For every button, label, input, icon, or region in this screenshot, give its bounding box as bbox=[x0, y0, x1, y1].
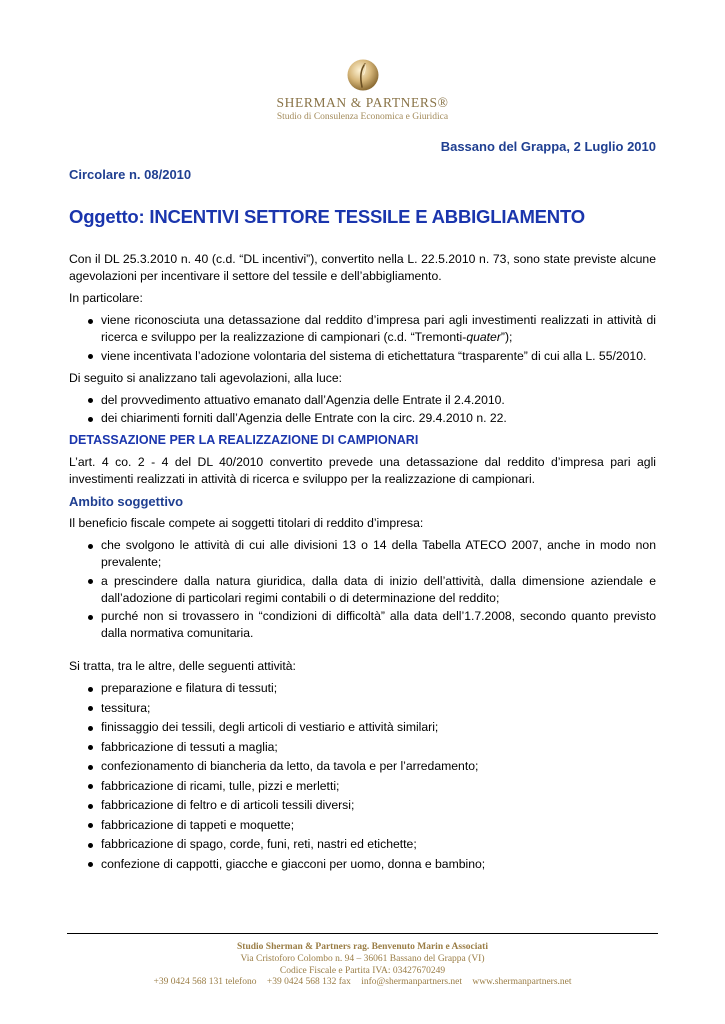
list-item: fabbricazione di tappeti e moquette; bbox=[69, 817, 656, 834]
list-item-emphasis: quater bbox=[466, 330, 501, 344]
sherman-partners-logo-icon bbox=[346, 58, 380, 92]
footer-email[interactable]: info@shermanpartners.net bbox=[361, 977, 463, 988]
list-item: confezionamento di biancheria da letto, da tavola e per l’arredamento; bbox=[69, 758, 656, 775]
sources-list bbox=[69, 392, 656, 428]
brand-tagline: Studio di Consulenza Economica e Giuridica bbox=[276, 112, 449, 122]
footer-firm: Studio Sherman & Partners rag. Benvenuto Marin e Associati bbox=[237, 942, 488, 952]
footer-address: Via Cristoforo Colombo n. 94 – 36061 Bassano del Grappa (VI) bbox=[240, 953, 485, 964]
section-heading: DETASSAZIONE PER LA REALIZZAZIONE DI CAMPIONARI bbox=[69, 433, 419, 447]
list-item: fabbricazione di tessuti a maglia; bbox=[69, 739, 656, 756]
list-item bbox=[69, 312, 656, 346]
list-item-text: ”); bbox=[500, 330, 513, 344]
list-item: purché non si trovassero in “condizioni di difficoltà” alla data dell’1.7.2008, secondo quanto previsto dalla normativa comunitaria. bbox=[69, 608, 656, 642]
list-item: viene incentivata l’adozione volontaria del sistema di etichettatura “trasparente” di cui alla L. 55/2010. bbox=[69, 348, 656, 365]
eligibility-list bbox=[69, 537, 656, 642]
list-item: fabbricazione di feltro e di articoli tessili diversi; bbox=[69, 797, 656, 814]
intro-list bbox=[69, 312, 656, 365]
footer-phone: +39 0424 568 131 telefono bbox=[153, 977, 257, 988]
footer-website[interactable]: www.shermanpartners.net bbox=[472, 977, 572, 988]
footer bbox=[0, 942, 725, 989]
list-item: tessitura; bbox=[69, 700, 656, 717]
analysis-lead: Di seguito si analizzano tali agevolazioni, alla luce: bbox=[69, 370, 343, 385]
list-item: del provvedimento attuativo emanato dall’Agenzia delle Entrate il 2.4.2010. bbox=[69, 392, 656, 409]
document-body bbox=[69, 251, 656, 878]
footer-tax-id: Codice Fiscale e Partita IVA: 03427670249 bbox=[279, 965, 446, 976]
footer-fax: +39 0424 568 132 fax bbox=[266, 977, 351, 988]
subsection-lead: Il beneficio fiscale compete ai soggetti titolari di reddito d’impresa: bbox=[69, 516, 424, 530]
activities-lead: Si tratta, tra le altre, delle seguenti attività: bbox=[69, 659, 296, 673]
letterhead bbox=[0, 58, 725, 122]
brand-name: SHERMAN & PARTNERS® bbox=[276, 95, 449, 110]
subsection-heading: Ambito soggettivo bbox=[69, 494, 184, 509]
circular-number: Circolare n. 08/2010 bbox=[69, 167, 192, 182]
list-item-text: viene riconosciuta una detassazione dal reddito d’impresa pari agli investimenti realizzati in attività di ricerca e sviluppo per la realizzazione di campionari (c.d. “Tremonti- bbox=[101, 313, 656, 344]
list-item: fabbricazione di ricami, tulle, pizzi e merletti; bbox=[69, 778, 656, 795]
subject-heading: Oggetto: INCENTIVI SETTORE TESSILE E ABBIGLIAMENTO bbox=[69, 206, 585, 227]
intro-paragraph: Con il DL 25.3.2010 n. 40 (c.d. “DL incentivi”), convertito nella L. 22.5.2010 n. 73, sono state previste alcune agevolazioni per incentivare il settore del tessile e dell’abbigliamento. bbox=[69, 252, 656, 283]
list-item: preparazione e filatura di tessuti; bbox=[69, 680, 656, 697]
footer-contacts bbox=[0, 977, 725, 989]
activities-list bbox=[69, 680, 656, 873]
list-item: confezione di cappotti, giacche e giacconi per uomo, donna e bambino; bbox=[69, 856, 656, 873]
section-paragraph: L’art. 4 co. 2 - 4 del DL 40/2010 convertito prevede una detassazione dal reddito d’impresa pari agli investimenti realizzati in attività di ricerca e sviluppo per la realizzazione di campionari. bbox=[69, 455, 656, 486]
list-item: fabbricazione di spago, corde, funi, reti, nastri ed etichette; bbox=[69, 836, 656, 853]
list-item: a prescindere dalla natura giuridica, dalla data di inizio dell’attività, dalla dimensione aziendale e dall’adozione di particolari regimi contabili o di determinazione del reddito; bbox=[69, 573, 656, 607]
list-item: dei chiarimenti forniti dall’Agenzia delle Entrate con la circ. 29.4.2010 n. 22. bbox=[69, 410, 656, 427]
document-date: Bassano del Grappa, 2 Luglio 2010 bbox=[440, 139, 656, 154]
footer-divider bbox=[67, 933, 658, 934]
list-item: finissaggio dei tessili, degli articoli di vestiario e attività similari; bbox=[69, 719, 656, 736]
intro-lead: In particolare: bbox=[69, 291, 143, 305]
list-item: che svolgono le attività di cui alle divisioni 13 o 14 della Tabella ATECO 2007, anche in modo non prevalente; bbox=[69, 537, 656, 571]
